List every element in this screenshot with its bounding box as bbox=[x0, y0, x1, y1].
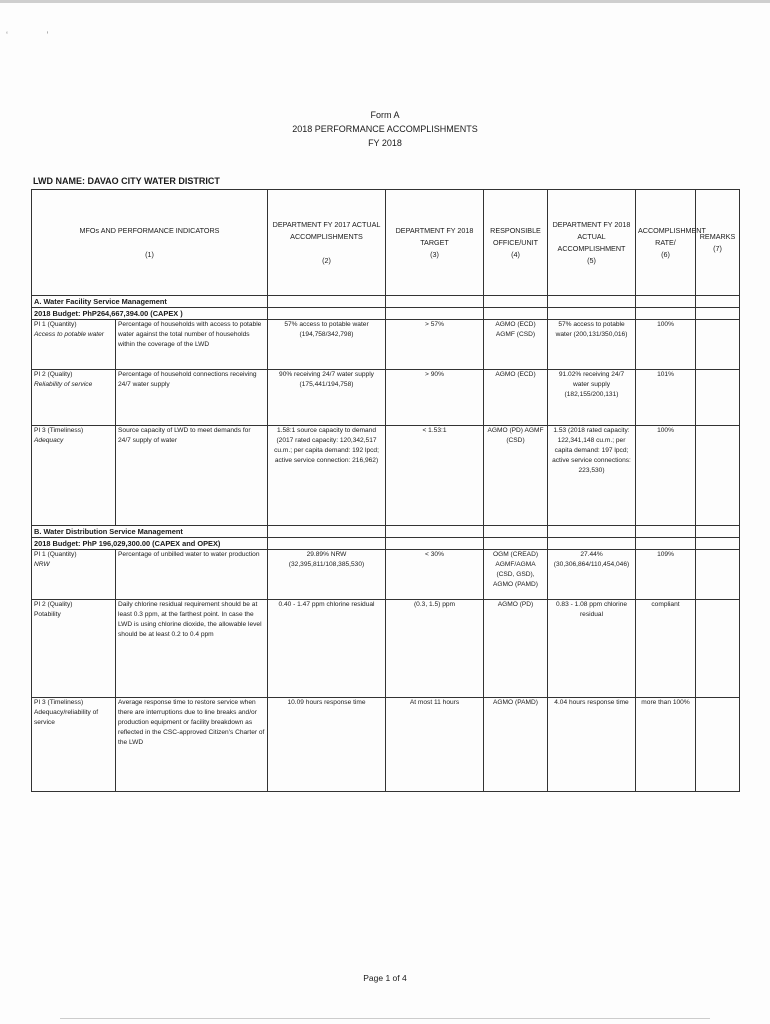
col-fy2017 bbox=[268, 190, 386, 296]
pi-sub: Adequacy/reliability of service bbox=[34, 709, 99, 726]
pi-label: PI 1 (Quantity) bbox=[34, 551, 77, 558]
pi-description: Percentage of household connections receiving 24/7 water supply bbox=[116, 370, 268, 426]
target-value: > 90% bbox=[386, 370, 484, 426]
lwd-name: LWD NAME: DAVAO CITY WATER DISTRICT bbox=[33, 176, 220, 186]
table-row bbox=[32, 600, 740, 698]
fiscal-year: FY 2018 bbox=[368, 138, 402, 148]
col-remarks-num: (7) bbox=[713, 243, 722, 253]
actual-value: 1.53 (2018 rated capacity: 122,341,148 cu.m.; per capita demand: 197 lpcd; active service connections: 223,530) bbox=[548, 426, 636, 526]
section-b-title-row bbox=[32, 526, 740, 538]
col-rate bbox=[636, 190, 706, 296]
target-value: > 57% bbox=[386, 320, 484, 370]
actual-value: 57% access to potable water (200,131/350,016) bbox=[548, 320, 636, 370]
page-number: Page 1 of 4 bbox=[363, 973, 407, 983]
col-actual-title: DEPARTMENT FY 2018 ACTUAL ACCOMPLISHMENT bbox=[552, 219, 631, 253]
rate-value: 100% bbox=[636, 426, 696, 526]
table-row bbox=[32, 698, 740, 792]
scan-marks: ‘ ’ bbox=[6, 30, 67, 40]
pi-description: Daily chlorine residual requirement should be at least 0.3 ppm, at the farthest point. In case the LWD is using chlorine dioxide, the allowable level should be at least 0.2 to 0.4 ppm bbox=[116, 600, 268, 698]
rate-value: 109% bbox=[636, 550, 696, 600]
rate-value: more than 100% bbox=[636, 698, 696, 792]
pi-sub: Potability bbox=[34, 611, 61, 618]
office-value: AGMO (PD) bbox=[484, 600, 548, 698]
col-office-title: RESPONSIBLE OFFICE/UNIT bbox=[490, 225, 541, 247]
pi-sub: Adequacy bbox=[34, 437, 64, 444]
target-value: At most 11 hours bbox=[386, 698, 484, 792]
col-target-title: DEPARTMENT FY 2018 TARGET bbox=[395, 225, 474, 247]
pi-label: PI 1 (Quantity) bbox=[34, 321, 77, 328]
accomplishments-table bbox=[31, 189, 740, 792]
fy2017-value: 90% receiving 24/7 water supply (175,441/194,758) bbox=[268, 370, 386, 426]
fy2017-value: 1.58:1 source capacity to demand (2017 rated capacity: 120,342,517 cu.m.; per capita demand: 192 lpcd; active service connection: 216,962) bbox=[268, 426, 386, 526]
col-actual-num: (5) bbox=[587, 255, 596, 265]
pi-label: PI 2 (Quality) bbox=[34, 601, 73, 608]
actual-value: 0.83 - 1.08 ppm chlorine residual bbox=[548, 600, 636, 698]
pi-description: Percentage of unbilled water to water production bbox=[116, 550, 268, 600]
remarks-value bbox=[696, 600, 740, 698]
actual-value: 27.44% (30,306,864/110,454,046) bbox=[548, 550, 636, 600]
section-b-budget: 2018 Budget: PhP 196,029,300.00 (CAPEX and OPEX) bbox=[32, 538, 268, 550]
pi-cell bbox=[32, 370, 116, 426]
pi-sub: NRW bbox=[34, 561, 50, 568]
table-row bbox=[32, 550, 740, 600]
office-value: AGMO (ECD) bbox=[484, 370, 548, 426]
section-b-budget-row bbox=[32, 538, 740, 550]
col-mfo bbox=[32, 190, 268, 296]
rate-value: compliant bbox=[636, 600, 696, 698]
col-target-num: (3) bbox=[430, 249, 439, 259]
col-remarks-title: REMARKS bbox=[699, 231, 736, 241]
pi-cell bbox=[32, 320, 116, 370]
rate-value: 101% bbox=[636, 370, 696, 426]
scan-edge bbox=[0, 0, 770, 3]
form-header bbox=[0, 108, 770, 150]
col-target bbox=[386, 190, 484, 296]
target-value: < 30% bbox=[386, 550, 484, 600]
col-mfo-title: MFOs AND PERFORMANCE INDICATORS bbox=[79, 225, 220, 235]
office-value: AGMO (PAMD) bbox=[484, 698, 548, 792]
col-office bbox=[484, 190, 548, 296]
remarks-value bbox=[696, 550, 740, 600]
pi-cell bbox=[32, 600, 116, 698]
section-a-budget: 2018 Budget: PhP264,667,394.00 (CAPEX ) bbox=[32, 308, 268, 320]
section-a-title-row bbox=[32, 296, 740, 308]
pi-label: PI 3 (Timeliness) bbox=[34, 427, 84, 434]
section-a-title: A. Water Facility Service Management bbox=[32, 296, 268, 308]
col-actual bbox=[548, 190, 636, 296]
pi-label: PI 2 (Quality) bbox=[34, 371, 73, 378]
pi-cell bbox=[32, 426, 116, 526]
col-mfo-num: (1) bbox=[145, 249, 154, 259]
section-b-title: B. Water Distribution Service Management bbox=[32, 526, 268, 538]
col-remarks bbox=[696, 190, 740, 296]
form-title: 2018 PERFORMANCE ACCOMPLISHMENTS bbox=[292, 124, 478, 134]
target-value: < 1.53:1 bbox=[386, 426, 484, 526]
col-fy2017-title: DEPARTMENT FY 2017 ACTUAL ACCOMPLISHMENTS bbox=[272, 219, 381, 241]
col-rate-title: ACCOMPLISHMENT RATE/ bbox=[638, 225, 706, 247]
scan-edge-bottom bbox=[60, 1018, 710, 1019]
pi-label: PI 3 (Timeliness) bbox=[34, 699, 84, 706]
fy2017-value: 29.89% NRW (32,395,811/108,385,530) bbox=[268, 550, 386, 600]
rate-value: 100% bbox=[636, 320, 696, 370]
pi-cell bbox=[32, 698, 116, 792]
pi-sub: Reliability of service bbox=[34, 381, 93, 388]
office-value: OGM (CREAD) AGMF/AGMA (CSD, GSD), AGMO (PAMD) bbox=[484, 550, 548, 600]
office-value: AGMO (ECD) AGMF (CSD) bbox=[484, 320, 548, 370]
actual-value: 4.04 hours response time bbox=[548, 698, 636, 792]
col-rate-num: (6) bbox=[661, 249, 670, 259]
pi-sub: Access to potable water bbox=[34, 331, 105, 338]
actual-value: 91.02% receiving 24/7 water supply (182,155/200,131) bbox=[548, 370, 636, 426]
remarks-value bbox=[696, 426, 740, 526]
fy2017-value: 57% access to potable water (194,758/342,798) bbox=[268, 320, 386, 370]
col-fy2017-num: (2) bbox=[322, 255, 331, 265]
fy2017-value: 0.40 - 1.47 ppm chlorine residual bbox=[268, 600, 386, 698]
office-value: AGMO (PD) AGMF (CSD) bbox=[484, 426, 548, 526]
table-row bbox=[32, 426, 740, 526]
section-a-budget-row bbox=[32, 308, 740, 320]
table-row bbox=[32, 370, 740, 426]
remarks-value bbox=[696, 320, 740, 370]
form-label: Form A bbox=[370, 110, 400, 120]
target-value: (0.3, 1.5) ppm bbox=[386, 600, 484, 698]
pi-cell bbox=[32, 550, 116, 600]
header-row bbox=[32, 190, 740, 296]
remarks-value bbox=[696, 698, 740, 792]
pi-description: Average response time to restore service when there are interruptions due to line breaks and/or production equipment or facility breakdown as reflected in the CSC-approved Citizen's Charter of the LWD bbox=[116, 698, 268, 792]
pi-description: Source capacity of LWD to meet demands for 24/7 supply of water bbox=[116, 426, 268, 526]
fy2017-value: 10.09 hours response time bbox=[268, 698, 386, 792]
table-row bbox=[32, 320, 740, 370]
pi-description: Percentage of households with access to potable water against the total number of households within the coverage of the LWD bbox=[116, 320, 268, 370]
remarks-value bbox=[696, 370, 740, 426]
col-office-num: (4) bbox=[511, 249, 520, 259]
